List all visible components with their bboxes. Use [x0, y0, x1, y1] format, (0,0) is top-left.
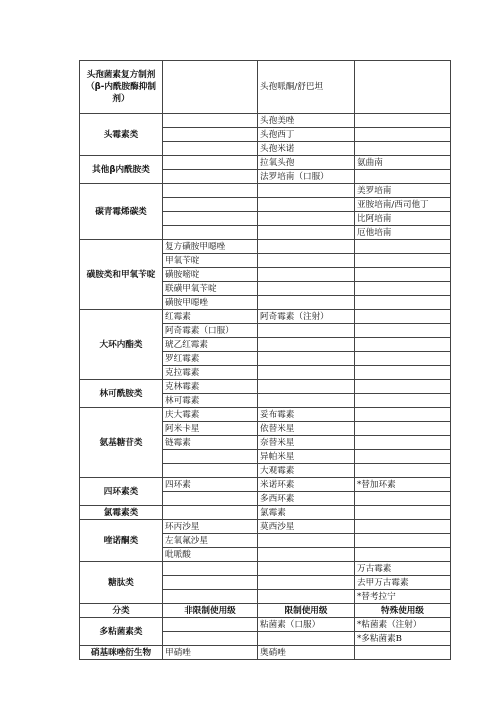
table-cell — [355, 338, 451, 352]
table-cell: 阿米卡星 — [163, 422, 258, 436]
table-cell — [258, 394, 355, 408]
table-cell: *粘菌素（注射） — [355, 618, 451, 632]
table-cell: 阿奇霉素（口服） — [163, 324, 258, 338]
column-header: 特殊使用级 — [355, 604, 451, 618]
table-cell: 美罗培南 — [355, 184, 451, 198]
table-cell: 庆大霉素 — [163, 408, 258, 422]
table-cell: 妥布霉素 — [258, 408, 355, 422]
table-cell — [258, 352, 355, 366]
table-cell — [355, 464, 451, 478]
category-cell: 大环内酯类 — [80, 310, 163, 380]
table-cell: 甲硝唑 — [163, 646, 258, 660]
table-cell — [258, 184, 355, 198]
table-cell — [355, 282, 451, 296]
table-cell — [355, 506, 451, 520]
category-cell: 头孢菌素复方制剂（β-内酰胺酶抑制剂） — [80, 61, 163, 114]
table-cell — [355, 240, 451, 254]
table-cell — [355, 310, 451, 324]
table-cell — [163, 128, 258, 142]
table-row — [80, 506, 451, 520]
table-cell: 吡哌酸 — [163, 548, 258, 562]
table-row — [80, 310, 451, 324]
table-cell: 去甲万古霉素 — [355, 576, 451, 590]
table-cell — [258, 268, 355, 282]
table-cell — [258, 212, 355, 226]
column-header: 非限制使用级 — [163, 604, 258, 618]
table-cell: 拉氧头孢 — [258, 156, 355, 170]
antibiotic-classification-table — [79, 60, 451, 660]
table-cell — [258, 590, 355, 604]
table-cell: 异帕米星 — [258, 450, 355, 464]
table-row — [80, 646, 451, 660]
table-cell — [163, 142, 258, 156]
table-cell — [163, 184, 258, 198]
table-cell — [163, 156, 258, 170]
category-cell: 磺胺类和甲氧苄啶 — [80, 240, 163, 310]
table-row — [80, 478, 451, 492]
table-cell: 克拉霉素 — [163, 366, 258, 380]
table-cell — [355, 450, 451, 464]
table-cell — [163, 226, 258, 240]
table-row — [80, 240, 451, 254]
category-cell: 四环素类 — [80, 478, 163, 506]
column-header: 限制使用级 — [258, 604, 355, 618]
table-cell — [258, 562, 355, 576]
table-cell — [355, 520, 451, 534]
table-cell — [163, 632, 258, 646]
table-cell — [355, 114, 451, 128]
table-cell: 复方磺胺甲噁唑 — [163, 240, 258, 254]
table-cell — [355, 548, 451, 562]
table-cell: 联磺甲氧苄啶 — [163, 282, 258, 296]
table-cell — [355, 268, 451, 282]
table-cell — [163, 492, 258, 506]
table-cell — [258, 366, 355, 380]
table-cell: 米诺环素 — [258, 478, 355, 492]
table-cell: 克林霉素 — [163, 380, 258, 394]
category-cell: 糖肽类 — [80, 562, 163, 604]
category-cell: 氨基糖苷类 — [80, 408, 163, 478]
table-cell — [258, 198, 355, 212]
table-cell: 比阿培南 — [355, 212, 451, 226]
table-cell — [258, 296, 355, 310]
table-cell: *替考拉宁 — [355, 590, 451, 604]
table-cell — [258, 254, 355, 268]
table-cell — [355, 646, 451, 660]
table-cell: 奥硝唑 — [258, 646, 355, 660]
table-cell — [258, 226, 355, 240]
table-body — [80, 61, 451, 660]
table-cell — [163, 618, 258, 632]
table-cell: 氯霉素 — [258, 506, 355, 520]
category-cell: 林可酰胺类 — [80, 380, 163, 408]
table-row — [80, 380, 451, 394]
table-cell: 奈替米星 — [258, 436, 355, 450]
table-row — [80, 408, 451, 422]
table-cell — [355, 436, 451, 450]
table-cell — [355, 380, 451, 394]
table-cell — [163, 198, 258, 212]
table-cell: 琥乙红霉素 — [163, 338, 258, 352]
table-cell — [163, 576, 258, 590]
table-cell — [355, 394, 451, 408]
table-row — [80, 156, 451, 170]
table-cell: 罗红霉素 — [163, 352, 258, 366]
table-cell — [163, 562, 258, 576]
table-cell — [355, 254, 451, 268]
table-cell: 头孢西丁 — [258, 128, 355, 142]
table-cell — [163, 464, 258, 478]
table-cell: 法罗培南（口服） — [258, 170, 355, 184]
table-cell — [258, 324, 355, 338]
table-cell — [355, 534, 451, 548]
table-cell — [355, 366, 451, 380]
table-cell: 氨曲南 — [355, 156, 451, 170]
table-cell — [163, 114, 258, 128]
table-cell — [355, 296, 451, 310]
table-cell: 四环素 — [163, 478, 258, 492]
table-cell — [258, 282, 355, 296]
table-cell — [163, 61, 258, 114]
table-row — [80, 604, 451, 618]
category-cell: 氯霉素类 — [80, 506, 163, 520]
table-cell — [258, 576, 355, 590]
category-cell: 多粘菌素类 — [80, 618, 163, 646]
category-cell: 头霉素类 — [80, 114, 163, 156]
column-header: 分类 — [80, 604, 163, 618]
table-cell: 头孢美唑 — [258, 114, 355, 128]
table-cell — [258, 338, 355, 352]
table-cell: 粘菌素（口服） — [258, 618, 355, 632]
table-cell: 红霉素 — [163, 310, 258, 324]
table-cell: 厄他培南 — [355, 226, 451, 240]
table-cell — [258, 632, 355, 646]
table-cell — [258, 548, 355, 562]
table-cell — [163, 450, 258, 464]
table-cell: 磺胺嘧啶 — [163, 268, 258, 282]
table-cell — [258, 534, 355, 548]
table-cell — [355, 408, 451, 422]
table-row — [80, 184, 451, 198]
table-cell: 依替米星 — [258, 422, 355, 436]
table-row — [80, 618, 451, 632]
table-cell: 甲氧苄啶 — [163, 254, 258, 268]
table-cell: 左氧氟沙星 — [163, 534, 258, 548]
table-cell — [355, 128, 451, 142]
category-cell: 硝基咪唑衍生物 — [80, 646, 163, 660]
table-cell — [163, 170, 258, 184]
table-cell — [355, 422, 451, 436]
table-cell: 头孢米诺 — [258, 142, 355, 156]
table-cell — [258, 380, 355, 394]
category-cell: 其他β内酰胺类 — [80, 156, 163, 184]
table-cell: 大观霉素 — [258, 464, 355, 478]
table-cell — [355, 170, 451, 184]
category-cell: 碳青霉烯碳类 — [80, 184, 163, 240]
table-cell — [355, 142, 451, 156]
table-cell: *多粘菌素B — [355, 632, 451, 646]
table-row — [80, 114, 451, 128]
table-cell — [163, 590, 258, 604]
table-cell: 万古霉素 — [355, 562, 451, 576]
table-cell: *替加环素 — [355, 478, 451, 492]
category-cell: 喹诺酮类 — [80, 520, 163, 562]
table-cell — [163, 506, 258, 520]
table-cell — [355, 324, 451, 338]
table-cell: 林可霉素 — [163, 394, 258, 408]
table-cell — [163, 212, 258, 226]
table-cell — [258, 240, 355, 254]
table-cell: 链霉素 — [163, 436, 258, 450]
table-cell — [355, 492, 451, 506]
table-cell — [355, 352, 451, 366]
table-row — [80, 520, 451, 534]
table-row — [80, 61, 451, 114]
table-cell — [355, 61, 451, 114]
table-cell: 环丙沙星 — [163, 520, 258, 534]
table-cell: 亚胺培南/西司他丁 — [355, 198, 451, 212]
table-cell: 磺胺甲噁唑 — [163, 296, 258, 310]
table-cell: 多西环素 — [258, 492, 355, 506]
table-cell: 头孢哌酮/舒巴坦 — [258, 61, 355, 114]
table-cell: 阿奇霉素（注射） — [258, 310, 355, 324]
table-row — [80, 562, 451, 576]
table-cell: 莫西沙星 — [258, 520, 355, 534]
